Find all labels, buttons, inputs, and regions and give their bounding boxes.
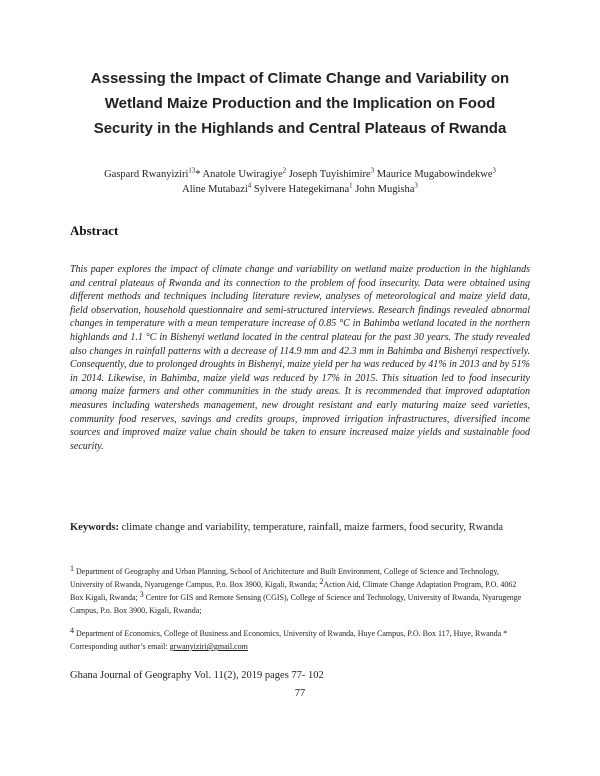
- author-line: [70, 167, 530, 182]
- abstract-text: This paper explores the impact of climate change and variability on wetland maize production in the highlands and central plateaus of Rwanda and its connection to the problem of food insecurity. Data were obtained using different methods and techniques including literature review, analyses of meteorological and maize yield data, field observation, household questionnaire and semi-structured interviews. Research findings revealed abnormal changes in temperature with a mean temperature increase of 0.85 °C in Bahimba wetland located in the northern highlands and 1.1 °C in Bishenyi wetland located in the central plateau for the past 30 years. The study revealed also changes in rainfall patterns with a decrease of 114.9 mm and 42.3 mm in Bahimba and Bishenyi respectively. Consequently, due to prolonged droughts in Bishenyi, maize yield per ha was reduced by 41% in 2013 and by 51% in 2014. Likewise, in Bahimba, maize yield was reduced by 17% in 2015. This situation led to food insecurity among maize farmers and other communities in the study areas. It is recommended that improved adaptation measures including watersheds management, new drought resistant and early maturing maize seed varieties, community food reserves, savings and credits groups, improved irrigation infrastructures, diversified income sources and improved maize value chain should be taken to ensure increased maize yields and sustainable food security.: [70, 264, 530, 452]
- affiliations-block: [70, 565, 530, 617]
- keywords-text: climate change and variability, temperature, rainfall, maize farmers, food security, Rwanda: [121, 522, 504, 533]
- author-name: Gaspard Rwanyiziri: [104, 169, 189, 180]
- author-name: Aline Mutabazi: [182, 184, 248, 195]
- title-line: Assessing the Impact of Climate Change and Variability on: [90, 70, 510, 87]
- journal-citation: Ghana Journal of Geography Vol. 11(2), 2019 pages 77- 102: [70, 670, 324, 681]
- author-name: Anatole Uwiragiye: [202, 169, 283, 180]
- author-affiliation-marker: 3: [370, 167, 375, 175]
- affiliation-text: Department of Geography and Urban Planning, School of Arichitecture and Built Environment, College of Science and Technology, University of Rwanda, Nyarugenge Campus, P.o. Box 3900, Kigali, Rwanda;: [70, 567, 499, 589]
- author-affiliation-marker: 1: [349, 182, 353, 190]
- title-line: Security in the Highlands and Central Plateaus of Rwanda: [93, 120, 507, 137]
- affiliation-marker: 3: [139, 590, 144, 599]
- paper-title: [70, 66, 530, 141]
- affiliation-marker: 2: [319, 577, 324, 586]
- author-affiliation-marker: 13: [188, 167, 196, 175]
- author-name: Joseph Tuyishimire: [288, 169, 371, 180]
- affiliation-text: Centre for GIS and Remote Sensing (CGIS), College of Science and Technology, University of Rwanda, Nyarugenge Campus, P.o. Box 3900, Kigali, Rwanda;: [70, 593, 522, 615]
- author-name: John Mugisha: [355, 184, 415, 195]
- author-list: [70, 167, 530, 197]
- affiliation-marker: 1: [70, 564, 74, 573]
- author-name: Maurice Mugabowindekwe: [376, 169, 493, 180]
- author-affiliation-marker: 2: [282, 167, 287, 175]
- corresponding-author-note: * Corresponding author’s email:: [70, 629, 508, 651]
- author-line: [70, 182, 530, 197]
- corresponding-email-link[interactable]: grwanyiziri@gmail.com: [169, 642, 248, 651]
- affiliation-text: Action Aid, Climate Change Adaptation Program, P.O. 4062 Box Kigali, Rwanda;: [70, 580, 517, 602]
- title-line: Wetland Maize Production and the Implication on Food: [104, 95, 496, 112]
- author-affiliation-marker: 3: [414, 182, 418, 190]
- corresponding-marker: *: [195, 169, 201, 180]
- page-number: 77: [294, 688, 306, 699]
- keywords-label: Keywords:: [70, 522, 119, 533]
- affiliation-text: Department of Economics, College of Business and Economics, University of Rwanda, Huye Campus, P.O. Box 117, Huye, Rwanda: [76, 629, 502, 638]
- affiliations-block: [70, 627, 530, 653]
- author-name: Sylvere Hategekimana: [253, 184, 350, 195]
- abstract-heading: Abstract: [70, 223, 119, 238]
- affiliation-marker: 4: [70, 626, 74, 635]
- keywords: [70, 521, 530, 535]
- author-affiliation-marker: 3: [492, 167, 496, 175]
- author-affiliation-marker: 4: [247, 182, 252, 190]
